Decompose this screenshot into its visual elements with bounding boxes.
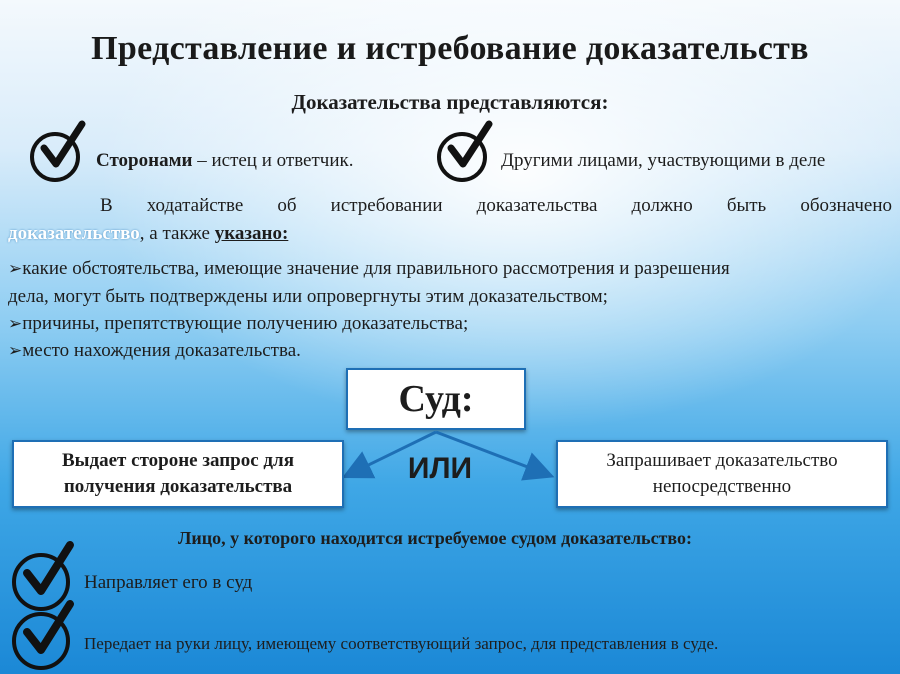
paragraph-line-1: В ходатайстве об истребовании доказательства должно быть обозначено: [100, 195, 892, 216]
underlined-word: указано:: [214, 223, 289, 244]
row1-left-bold: Сторонами: [96, 150, 193, 171]
court-label: Суд:: [398, 378, 474, 420]
paragraph-line-2: [8, 223, 288, 245]
person-heading: Лицо, у которого находится истребуемое судом доказательство:: [178, 528, 692, 548]
right-box-line-1: Запрашивает доказательство: [606, 450, 838, 471]
left-box-line-2: получения доказательства: [63, 476, 293, 497]
arrow-bullet-icon: ➢: [8, 314, 23, 334]
checkmark-icon: [12, 612, 70, 670]
action-1: Направляет его в суд: [84, 572, 253, 593]
action-2: Передает на руки лицу, имеющему соответствующий запрос, для представления в суде.: [84, 634, 719, 653]
bullet-item-3: [8, 340, 301, 362]
row1-right: Другими лицами, участвующими в деле: [501, 150, 826, 171]
subtitle: Доказательства представляются:: [291, 90, 609, 114]
bullet-2-text: причины, препятствующие получению доказательства;: [22, 313, 469, 334]
highlight-word: доказательство: [8, 223, 140, 244]
paragraph-connector: , а также: [139, 223, 215, 244]
checkmark-icon: [30, 132, 80, 182]
page-title: Представление и истребование доказательств: [91, 30, 809, 67]
bullet-item-2: [8, 313, 468, 335]
row1-left-rest: – истец и ответчик.: [192, 150, 354, 171]
checkmark-icon: [437, 132, 487, 182]
arrow-bullet-icon: ➢: [8, 341, 23, 361]
bullet-1-line-2: дела, могут быть подтверждены или опровергнуты этим доказательством;: [8, 286, 608, 307]
bullet-3-text: место нахождения доказательства.: [22, 340, 301, 361]
bullet-1-line-1: какие обстоятельства, имеющие значение для правильного рассмотрения и разрешения: [22, 258, 730, 279]
right-box-line-2: непосредственно: [652, 476, 792, 497]
court-box: [346, 368, 526, 430]
bullet-item-1: [8, 258, 730, 280]
left-box: [12, 440, 344, 508]
arrow-bullet-icon: ➢: [8, 259, 23, 279]
right-box: [556, 440, 888, 508]
row1-left: [96, 150, 354, 172]
or-label: ИЛИ: [407, 452, 473, 485]
left-box-line-1: Выдает стороне запрос для: [62, 450, 294, 471]
